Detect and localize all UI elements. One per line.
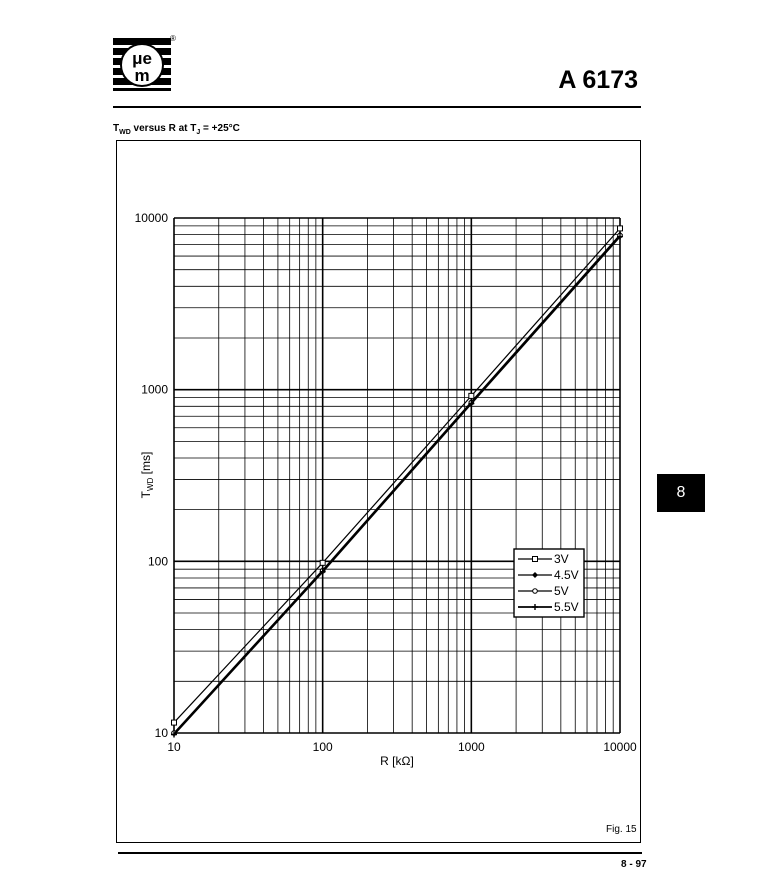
- y-tick-label: 100: [147, 554, 168, 569]
- series-marker: [320, 560, 325, 565]
- chart-title-condition: = +25°C: [200, 123, 240, 134]
- x-tick-label: 10: [167, 740, 181, 754]
- chart-grid: [174, 218, 620, 733]
- section-tab: 8: [657, 474, 705, 512]
- chart-legend: [514, 549, 584, 617]
- legend-entry: 3V: [554, 552, 569, 566]
- y-axis-label: [139, 452, 155, 499]
- chart-title-middle: versus R at T: [130, 123, 197, 134]
- x-axis-label: R [kΩ]: [380, 754, 414, 768]
- y-tick-label: 10000: [134, 211, 168, 225]
- chart-title-t: T: [113, 123, 120, 134]
- chart-series: [171, 226, 623, 738]
- logo-text-bottom: m: [134, 66, 150, 85]
- chart-title-j-sub: J: [196, 129, 201, 136]
- x-tick-label: 100: [312, 740, 333, 754]
- chart-tick-labels: [135, 211, 637, 754]
- legend-entry: 5.5V: [554, 600, 579, 614]
- x-tick-label: 10000: [603, 740, 637, 754]
- y-tick-label: 10: [154, 726, 168, 740]
- series-line: [174, 235, 620, 733]
- series-marker: [469, 393, 474, 398]
- logo-text-top: μe: [132, 49, 152, 68]
- series-marker: [618, 226, 623, 231]
- y-axis-label-sub: WD: [146, 477, 155, 491]
- legend-entry: 4.5V: [554, 568, 579, 582]
- chart-title-t-sub: WD: [119, 129, 131, 136]
- y-tick-label: 1000: [141, 382, 168, 397]
- x-tick-label: 1000: [457, 740, 485, 754]
- part-number: A 6173: [558, 66, 638, 94]
- series-line: [174, 236, 620, 733]
- figure-label: Fig. 15: [606, 824, 637, 835]
- series-line: [174, 228, 620, 722]
- registered-mark: ®: [170, 34, 176, 43]
- y-axis-label-unit: [ms]: [139, 451, 153, 478]
- series-marker: [172, 720, 177, 725]
- legend-entry: 5V: [554, 584, 569, 598]
- page-number: 8 - 97: [621, 859, 647, 870]
- series-marker: [533, 557, 538, 562]
- footer-rule: [118, 852, 642, 854]
- y-axis-label-main: T: [139, 490, 153, 499]
- series-marker: [533, 589, 538, 594]
